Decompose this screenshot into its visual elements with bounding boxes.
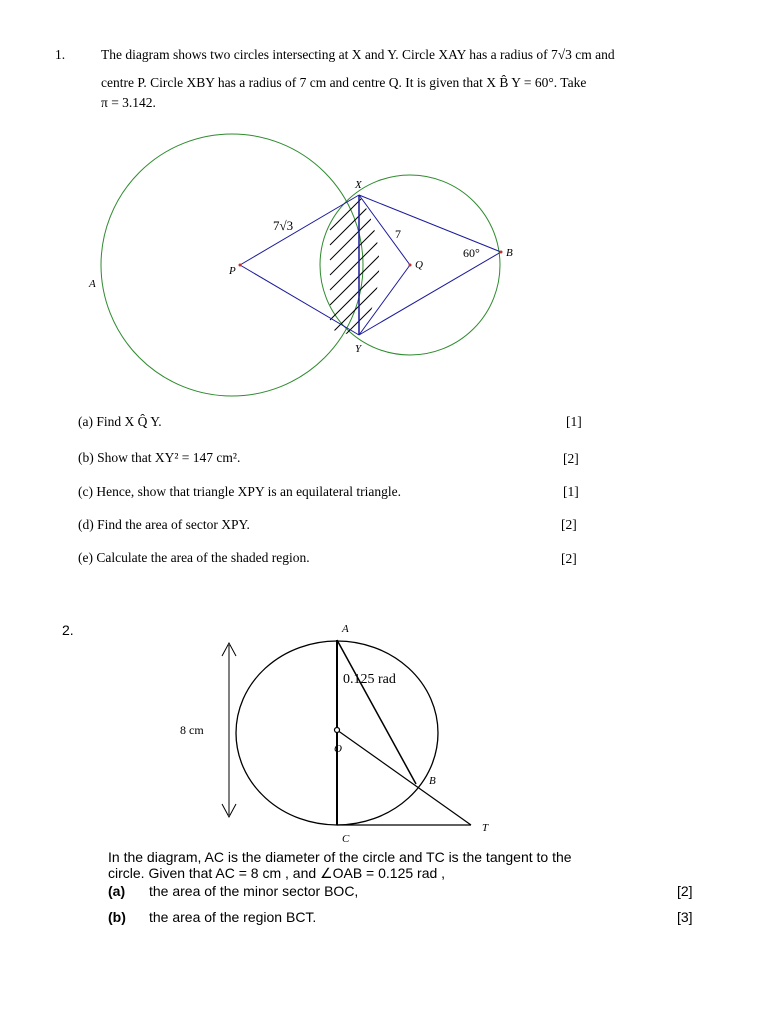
label-a: A: [89, 278, 96, 290]
q1-line-2: centre P. Circle XBY has a radius of 7 cm and centre Q. It is given that X B̂ Y = 60°. Take: [101, 75, 587, 90]
q2-line-2: circle. Given that AC = 8 cm , and ∠OAB = 0.125 rad ,: [108, 865, 446, 881]
q1-part-d: (d) Find the area of sector XPY.: [78, 517, 250, 532]
label-a2: A: [342, 623, 349, 635]
q1-part-b: (b) Show that XY² = 147 cm².: [78, 450, 241, 465]
angle-rad-label: 0.125 rad: [343, 672, 396, 687]
q1-part-c: (c) Hence, show that triangle XPY is an equilateral triangle.: [78, 484, 402, 499]
line-ab: [337, 640, 416, 784]
q2-part-b-text: the area of the region BCT.: [149, 909, 317, 925]
point-o: [335, 728, 340, 733]
q1-part-c-marks: [1]: [563, 484, 579, 499]
q2-part-a-marks: [2]: [677, 883, 693, 899]
q1-part-b-marks: [2]: [563, 451, 579, 466]
q1-number: 1.: [55, 47, 66, 62]
q2-part-b-marks: [3]: [677, 909, 693, 925]
label-b: B: [506, 247, 513, 259]
q2-part-a-text: the area of the minor sector BOC,: [149, 883, 359, 899]
angle-60-label: 60°: [463, 246, 480, 260]
q2-part-a-letter: (a): [108, 883, 126, 899]
q2-line-1: In the diagram, AC is the diameter of the circle and TC is the tangent to the: [108, 849, 572, 865]
small-radius-label: 7: [395, 227, 401, 241]
label-q: Q: [415, 259, 423, 271]
q1-part-d-marks: [2]: [561, 517, 577, 532]
q1-part-e-marks: [2]: [561, 551, 577, 566]
q1-part-a-marks: [1]: [566, 414, 582, 429]
q2-number: 2.: [62, 622, 74, 638]
label-y: Y: [355, 343, 362, 355]
diameter-label: 8 cm: [180, 723, 204, 737]
label-x: X: [355, 179, 362, 191]
label-c2: C: [342, 833, 350, 845]
q1-part-a: (a) Find X Q̂ Y.: [78, 414, 162, 429]
label-p: P: [229, 265, 236, 277]
label-t2: T: [482, 822, 489, 834]
line-ob: [337, 730, 471, 825]
q1-line-3: π = 3.142.: [101, 95, 156, 110]
radius-label: 7√3: [273, 218, 294, 233]
q2-part-b-letter: (b): [108, 909, 126, 925]
label-o2: O: [334, 743, 342, 755]
label-b2: B: [429, 775, 436, 787]
q1-line-1: The diagram shows two circles intersecting at X and Y. Circle XAY has a radius of 7√3 cm and: [101, 47, 615, 62]
q1-part-e: (e) Calculate the area of the shaded region.: [78, 550, 310, 565]
